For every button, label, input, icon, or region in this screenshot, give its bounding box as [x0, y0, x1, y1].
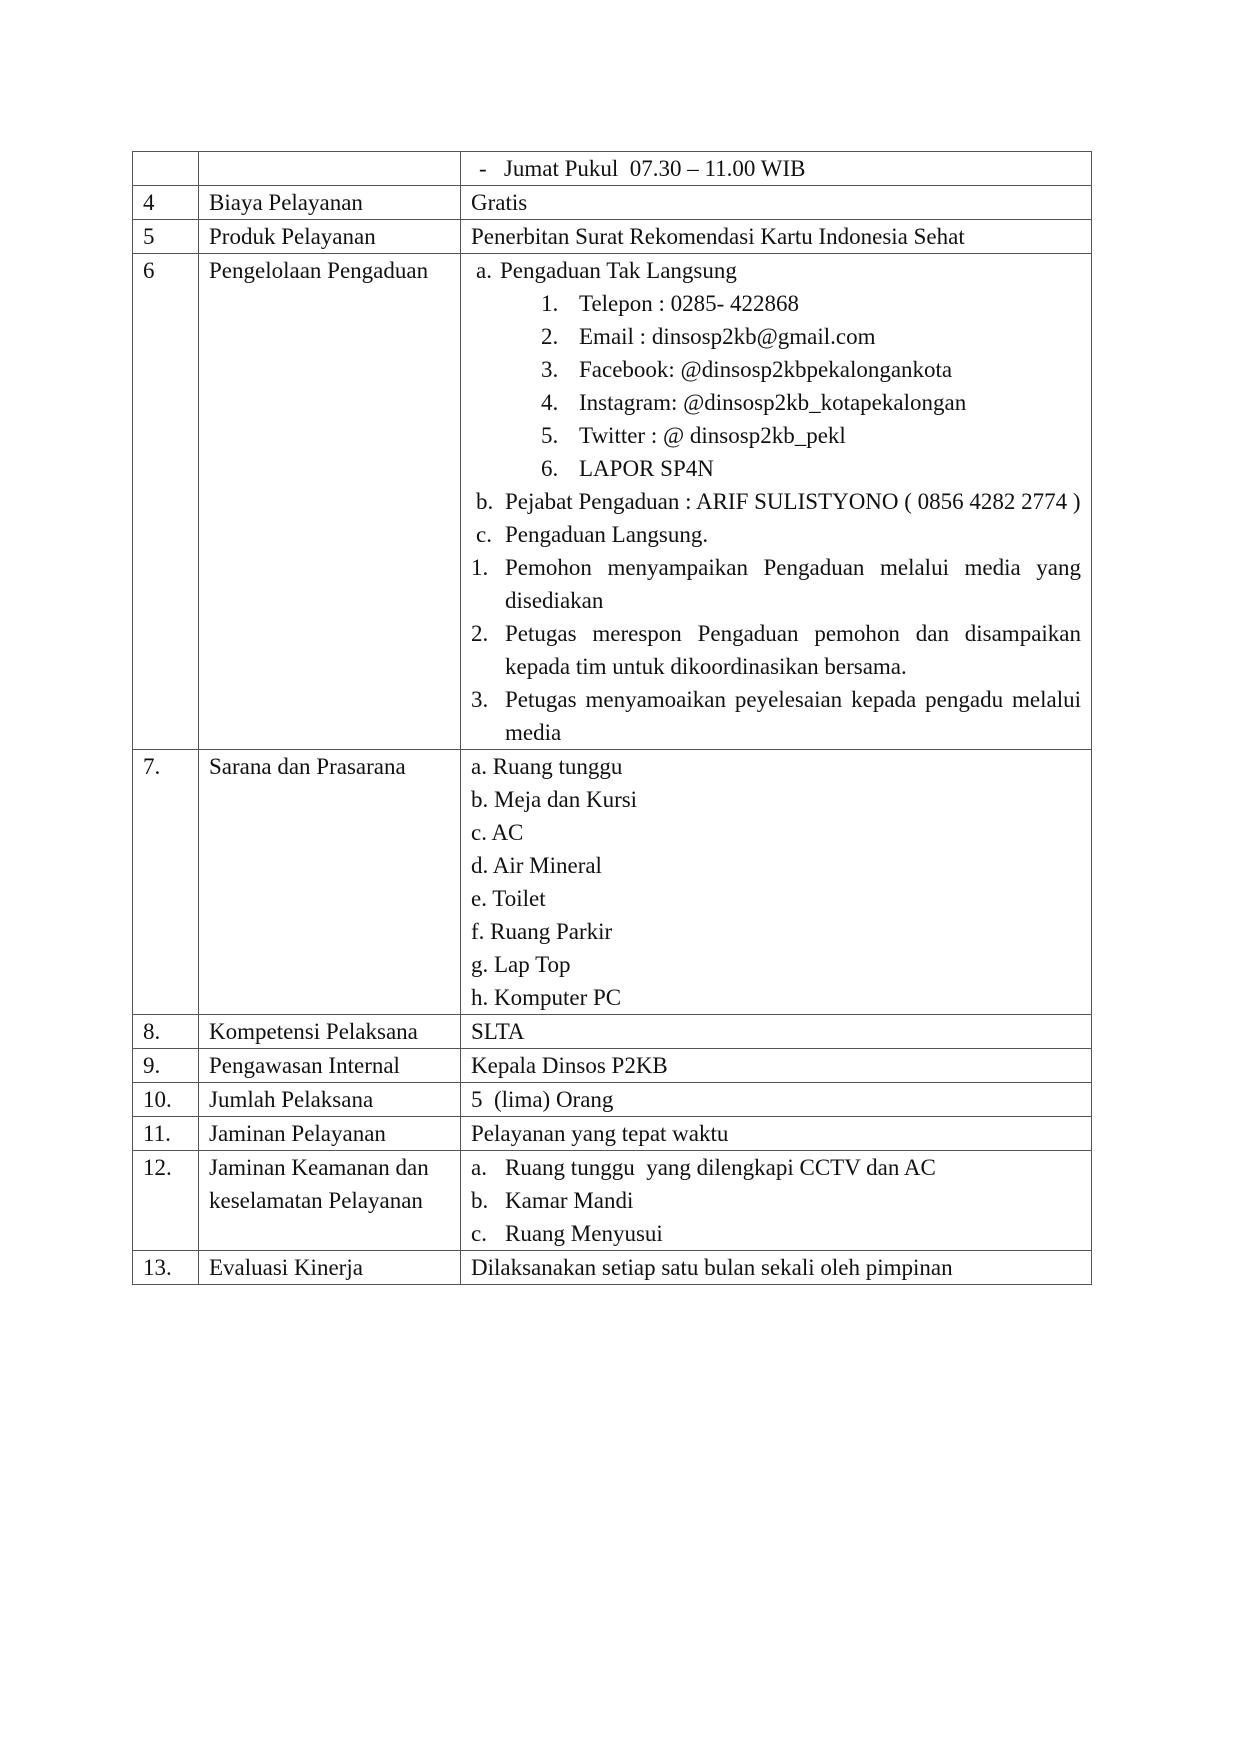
row-label: Jaminan Keamanan dan keselamatan Pelayanan — [199, 1151, 461, 1251]
row-number: 12. — [133, 1151, 199, 1251]
row-number — [133, 152, 199, 186]
row-content: Penerbitan Surat Rekomendasi Kartu Indonesia Sehat — [461, 220, 1092, 254]
list-item: e. Toilet — [471, 886, 546, 911]
row-number: 10. — [133, 1083, 199, 1117]
schedule-line: - Jumat Pukul 07.30 – 11.00 WIB — [479, 156, 806, 181]
service-standard-table — [132, 151, 1092, 1285]
row-label: Kompetensi Pelaksana — [199, 1015, 461, 1049]
row-label: Evaluasi Kinerja — [199, 1251, 461, 1285]
row-content: 5 (lima) Orang — [461, 1083, 1092, 1117]
table-row — [133, 220, 1092, 254]
list-item: a. Pengaduan Tak Langsung — [476, 258, 737, 283]
row-label: Biaya Pelayanan — [199, 186, 461, 220]
list-item: 4. Instagram: @dinsosp2kb_kotapekalongan — [541, 390, 967, 415]
row-content — [461, 750, 1092, 1015]
row-number: 11. — [133, 1117, 199, 1151]
row-content — [461, 152, 1092, 186]
list-item: f. Ruang Parkir — [471, 919, 613, 944]
row-content — [461, 1151, 1092, 1251]
row-content: Kepala Dinsos P2KB — [461, 1049, 1092, 1083]
row-label: Produk Pelayanan — [199, 220, 461, 254]
list-item: 2. Petugas merespon Pengaduan pemohon dan disampaikan kepada tim untuk dikoordinasikan bersama. — [471, 621, 1081, 679]
table-row — [133, 186, 1092, 220]
list-item: 6. LAPOR SP4N — [541, 456, 714, 481]
row-label: Pengelolaan Pengaduan — [199, 254, 461, 750]
list-item: g. Lap Top — [471, 952, 571, 977]
row-number: 9. — [133, 1049, 199, 1083]
list-item: d. Air Mineral — [471, 853, 602, 878]
row-content: Dilaksanakan setiap satu bulan sekali oleh pimpinan — [461, 1251, 1092, 1285]
row-content — [461, 254, 1092, 750]
row-content: Gratis — [461, 186, 1092, 220]
table-row — [133, 750, 1092, 1015]
row-label — [199, 152, 461, 186]
list-item: h. Komputer PC — [471, 985, 622, 1010]
table-row — [133, 1049, 1092, 1083]
list-item: 5. Twitter : @ dinsosp2kb_pekl — [541, 423, 846, 448]
table-row — [133, 1251, 1092, 1285]
list-item: a. Ruang tunggu — [471, 754, 623, 779]
row-number: 6 — [133, 254, 199, 750]
row-label: Jumlah Pelaksana — [199, 1083, 461, 1117]
list-item: a. Ruang tunggu yang dilengkapi CCTV dan AC — [471, 1155, 936, 1180]
row-label: Jaminan Pelayanan — [199, 1117, 461, 1151]
row-content: SLTA — [461, 1015, 1092, 1049]
table-row — [133, 152, 1092, 186]
row-number: 5 — [133, 220, 199, 254]
row-content: Pelayanan yang tepat waktu — [461, 1117, 1092, 1151]
table-row — [133, 1015, 1092, 1049]
list-item: 1. Pemohon menyampaikan Pengaduan melalui media yang disediakan — [471, 555, 1081, 613]
table-row — [133, 254, 1092, 750]
table-row — [133, 1083, 1092, 1117]
row-number: 8. — [133, 1015, 199, 1049]
list-item: b. Pejabat Pengaduan : ARIF SULISTYONO ( 0856 4282 2774 ) — [476, 489, 1081, 514]
table-row — [133, 1117, 1092, 1151]
row-label: Pengawasan Internal — [199, 1049, 461, 1083]
row-number: 4 — [133, 186, 199, 220]
row-number: 13. — [133, 1251, 199, 1285]
list-item: b. Meja dan Kursi — [471, 787, 638, 812]
list-item: c. Pengaduan Langsung. — [476, 522, 709, 547]
list-item: c. AC — [471, 820, 524, 845]
list-item: 1. Telepon : 0285- 422868 — [541, 291, 800, 316]
table-row — [133, 1151, 1092, 1251]
list-item: c. Ruang Menyusui — [471, 1221, 663, 1246]
list-item: 3. Petugas menyamoaikan peyelesaian kepada pengadu melalui media — [471, 687, 1081, 745]
list-item: 2. Email : dinsosp2kb@gmail.com — [541, 324, 876, 349]
row-label: Sarana dan Prasarana — [199, 750, 461, 1015]
list-item: b. Kamar Mandi — [471, 1188, 634, 1213]
row-number: 7. — [133, 750, 199, 1015]
list-item: 3. Facebook: @dinsosp2kbpekalongankota — [541, 357, 953, 382]
